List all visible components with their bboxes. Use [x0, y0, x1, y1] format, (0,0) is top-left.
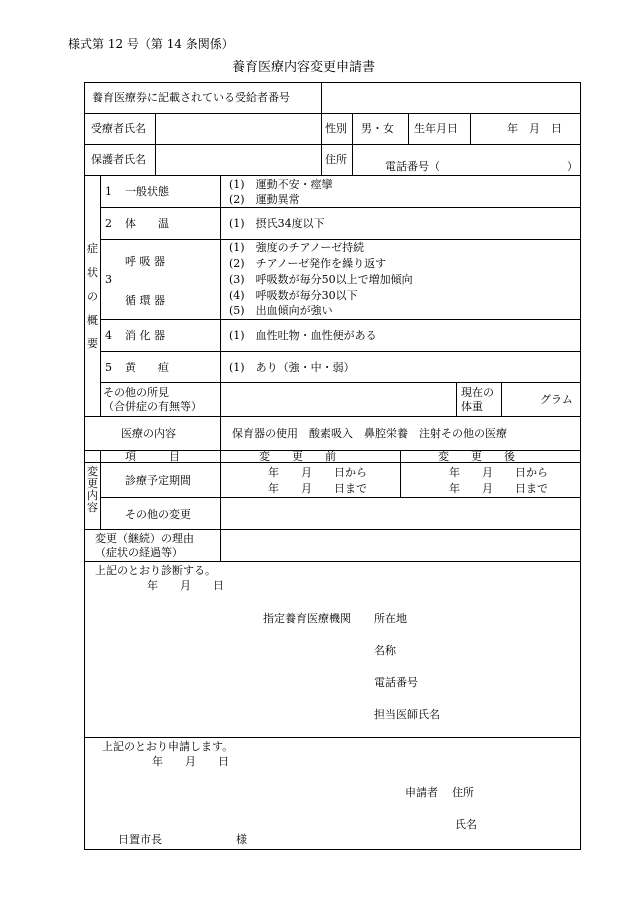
symptoms-section-label: の: [87, 290, 98, 303]
application-statement: 上記のとおり申請します。: [102, 740, 234, 753]
location-label: 所在地: [374, 612, 407, 625]
symptom-name: 一般状態: [125, 185, 169, 198]
symptom-name: 消 化 器: [125, 329, 165, 342]
patient-name-field[interactable]: [159, 116, 317, 140]
row-divider: [84, 561, 581, 562]
other-change-label: その他の変更: [125, 508, 191, 521]
symptom-number: 4: [105, 329, 112, 342]
symptom-finding[interactable]: (1) 摂氏34度以下: [229, 217, 325, 230]
row-divider: [100, 207, 581, 208]
column-divider: [408, 113, 409, 144]
column-divider: [400, 450, 401, 497]
column-divider: [352, 113, 353, 175]
sex-label: 性別: [325, 122, 347, 135]
symptoms-section-label: 要: [87, 337, 98, 350]
change-section-label: 更: [87, 477, 98, 490]
page-title: 養育医療内容変更申請書: [232, 60, 376, 75]
period-after-from[interactable]: 年 月 日から: [449, 466, 548, 479]
birth-label: 生年月日: [414, 122, 458, 135]
column-divider: [456, 382, 457, 416]
column-divider: [155, 113, 156, 175]
addressee: 日置市長: [118, 833, 162, 846]
symptom-number: 2: [105, 217, 112, 230]
address-label: 住所: [325, 153, 347, 166]
medical-content-label: 医療の内容: [121, 427, 176, 440]
guardian-name-field[interactable]: [159, 147, 317, 171]
symptom-number: 5: [105, 361, 112, 374]
institution-phone-label: 電話番号: [374, 676, 418, 689]
applicant-address-label: 住所: [452, 786, 474, 799]
recipient-number-label: 養育医療券に記載されている受給者番号: [92, 91, 290, 104]
column-divider: [100, 450, 101, 529]
current-weight-label: 現在の: [461, 386, 494, 399]
symptom-name: 循 環 器: [125, 294, 165, 307]
application-date[interactable]: 年 月 日: [152, 755, 229, 768]
column-divider: [220, 416, 221, 450]
symptom-finding[interactable]: (1) 血性吐物・血性便がある: [229, 329, 377, 342]
symptom-finding[interactable]: (1) 運動不安・痙攣: [229, 178, 333, 191]
change-section-label: 変: [87, 465, 98, 478]
doctor-name-label: 担当医師氏名: [374, 708, 440, 721]
change-header-after: 変 更 後: [438, 450, 515, 463]
change-header-item: 項 目: [125, 450, 180, 463]
row-divider: [84, 113, 581, 114]
patient-name-label: 受療者氏名: [91, 122, 146, 135]
form-number: 様式第 12 号（第 14 条関係）: [68, 37, 234, 51]
row-divider: [100, 351, 581, 352]
sex-options[interactable]: 男・女: [361, 122, 394, 135]
symptom-finding[interactable]: (5) 出血傾向が強い: [229, 304, 333, 317]
medical-content-options[interactable]: 保育器の使用 酸素吸入 鼻腔栄養 注射その他の医療: [232, 427, 507, 440]
symptom-finding[interactable]: (4) 呼吸数が毎分30以下: [229, 289, 358, 302]
symptom-number: 3: [105, 273, 112, 286]
change-reason-label: （症状の経過等）: [95, 546, 183, 559]
row-divider: [100, 382, 581, 383]
symptom-finding[interactable]: (1) あり（強・中・弱）: [229, 361, 355, 374]
table-border: [580, 82, 581, 849]
symptoms-section-label: 状: [87, 266, 98, 279]
recipient-number-field[interactable]: [326, 86, 576, 110]
symptom-name: 黄 疸: [125, 361, 169, 374]
phone-close: ）: [567, 160, 578, 173]
symptom-finding[interactable]: (2) チアノーゼ発作を繰り返す: [229, 257, 387, 270]
column-divider: [470, 113, 471, 144]
row-divider: [84, 737, 581, 738]
row-divider: [84, 529, 581, 530]
row-divider: [100, 239, 581, 240]
other-findings-field[interactable]: [224, 385, 452, 413]
current-weight-label: 体重: [461, 400, 483, 413]
symptom-finding[interactable]: (3) 呼吸数が毎分50以上で増加傾向: [229, 273, 413, 286]
column-divider: [220, 175, 221, 416]
diagnosis-statement: 上記のとおり診断する。: [95, 564, 216, 577]
change-reason-label: 変更（継続）の理由: [95, 532, 194, 545]
row-divider: [100, 319, 581, 320]
other-change-field[interactable]: [224, 500, 577, 526]
period-label: 診療予定期間: [125, 474, 191, 487]
column-divider: [220, 450, 221, 561]
column-divider: [501, 382, 502, 416]
column-divider: [100, 175, 101, 416]
table-border: [84, 82, 85, 849]
honorific: 様: [236, 833, 247, 846]
symptom-finding[interactable]: (1) 強度のチアノーゼ持続: [229, 241, 365, 254]
symptoms-section-label: 概: [87, 314, 98, 327]
diagnosis-date[interactable]: 年 月 日: [147, 579, 224, 592]
weight-unit: グラム: [540, 393, 573, 406]
change-header-before: 変 更 前: [259, 450, 336, 463]
period-after-to[interactable]: 年 月 日まで: [449, 482, 548, 495]
applicant-label: 申請者: [405, 786, 438, 799]
column-divider: [321, 82, 322, 113]
change-reason-field[interactable]: [224, 532, 577, 558]
symptom-finding[interactable]: (2) 運動異常: [229, 193, 300, 206]
institution-name-label: 名称: [374, 644, 396, 657]
other-findings-label: （合併症の有無等）: [103, 400, 202, 413]
change-section-label: 容: [87, 501, 98, 514]
row-divider: [84, 416, 581, 417]
symptom-name: 体 温: [125, 217, 169, 230]
symptom-name: 呼 吸 器: [125, 255, 165, 268]
table-border: [84, 82, 581, 83]
symptom-number: 1: [105, 185, 112, 198]
other-findings-label: その他の所見: [103, 386, 169, 399]
period-before-to[interactable]: 年 月 日まで: [268, 482, 367, 495]
period-before-from[interactable]: 年 月 日から: [268, 466, 367, 479]
table-border: [84, 849, 581, 850]
symptoms-section-label: 症: [87, 242, 98, 255]
phone-label: 電話番号（: [385, 160, 440, 173]
row-divider: [100, 497, 581, 498]
row-divider: [84, 144, 581, 145]
birth-date-field[interactable]: 年 月 日: [507, 122, 562, 135]
applicant-name-label: 氏名: [455, 818, 477, 831]
row-divider: [84, 175, 581, 176]
change-section-label: 内: [87, 489, 98, 502]
column-divider: [321, 113, 322, 175]
guardian-name-label: 保護者氏名: [91, 153, 146, 166]
institution-label: 指定養育医療機関: [263, 612, 351, 625]
